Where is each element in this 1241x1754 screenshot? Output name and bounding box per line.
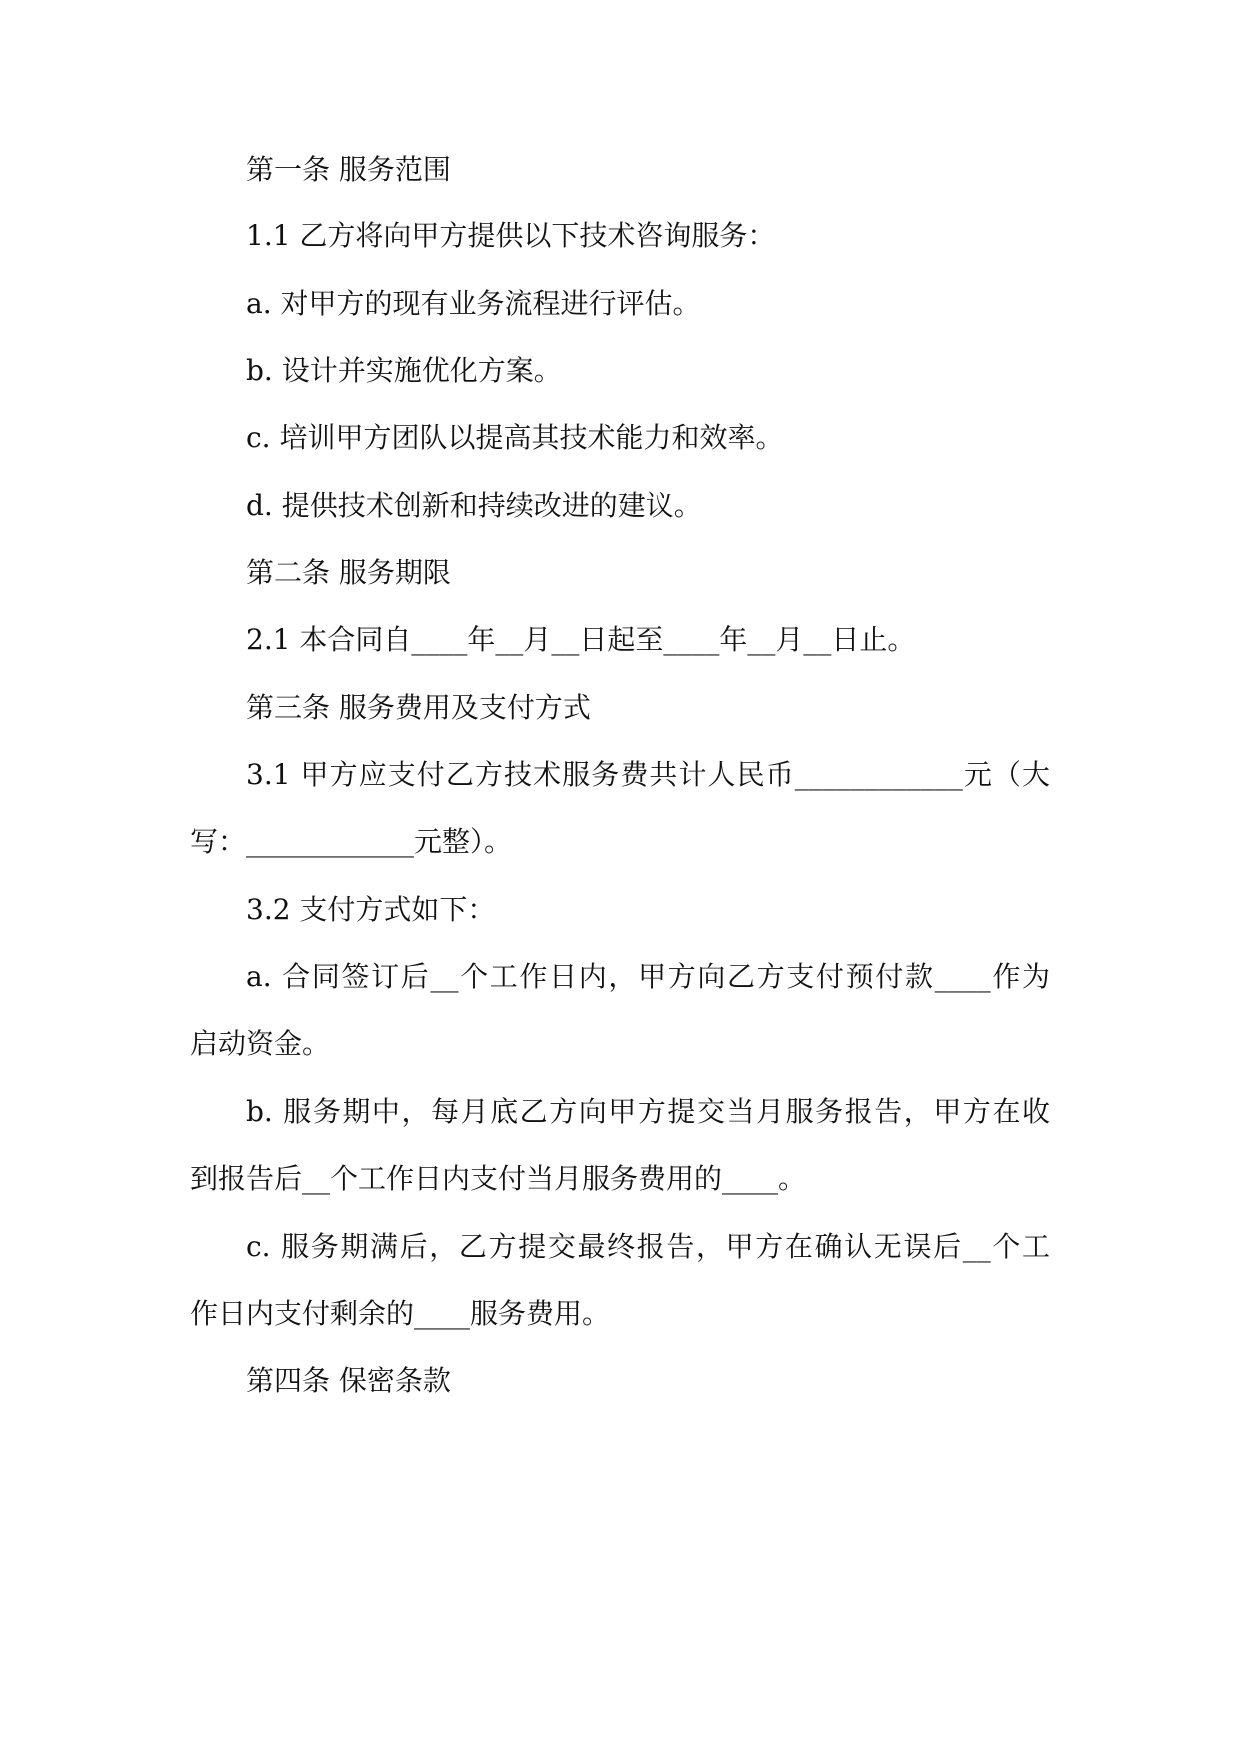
clause-2-1: 2.1 本合同自____年__月__日起至____年__月__日止。 <box>246 623 916 656</box>
clause-1-1-a: a. 对甲方的现有业务流程进行评估。 <box>246 287 701 320</box>
section-2-heading: 第二条 服务期限 <box>246 556 451 589</box>
section-4-heading: 第四条 保密条款 <box>246 1364 451 1397</box>
clause-3-2-c-line-2: 作日内支付剩余的____服务费用。 <box>190 1297 611 1330</box>
section-1-heading: 第一条 服务范围 <box>246 153 451 186</box>
clause-1-1-d: d. 提供技术创新和持续改进的建议。 <box>246 489 702 522</box>
clause-3-2-a-line-1: a. 合同签订后__个工作日内，甲方向乙方支付预付款____作为 <box>246 960 1050 993</box>
clause-3-2-a-line-2: 启动资金。 <box>190 1027 331 1060</box>
clause-3-2: 3.2 支付方式如下： <box>246 893 496 926</box>
clause-1-1: 1.1 乙方将向甲方提供以下技术咨询服务： <box>246 219 776 252</box>
clause-3-2-c-line-1: c. 服务期满后，乙方提交最终报告，甲方在确认无误后__个工 <box>246 1230 1050 1263</box>
clause-3-1-line-2: 写：____________元整）。 <box>190 825 513 858</box>
clause-1-1-c: c. 培训甲方团队以提高其技术能力和效率。 <box>246 421 784 454</box>
clause-3-2-b-line-1: b. 服务期中，每月底乙方向甲方提交当月服务报告，甲方在收 <box>246 1095 1050 1128</box>
section-3-heading: 第三条 服务费用及支付方式 <box>246 691 591 724</box>
clause-3-1-line-1: 3.1 甲方应支付乙方技术服务费共计人民币____________元（大 <box>246 758 1050 791</box>
clause-1-1-b: b. 设计并实施优化方案。 <box>246 354 562 387</box>
clause-3-2-b-line-2: 到报告后__个工作日内支付当月服务费用的____。 <box>190 1162 807 1195</box>
